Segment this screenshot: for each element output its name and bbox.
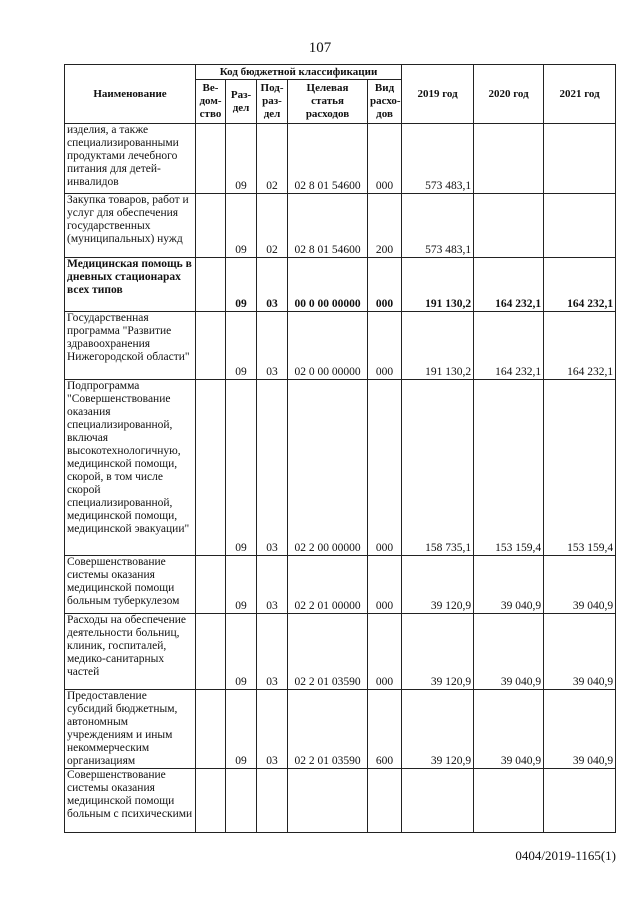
cell-vid: 200 <box>368 194 402 258</box>
cell-ved <box>196 556 226 614</box>
cell-celevaya: 02 8 01 54600 <box>288 194 368 258</box>
header-celevaya: Целевая статья расходов <box>288 80 368 124</box>
table-body <box>65 124 616 833</box>
cell-podrazdel: 02 <box>257 194 288 258</box>
cell-name: Совершенствование системы оказания медицинской помощи больным туберкулезом <box>65 556 196 614</box>
cell-name: Закупка товаров, работ и услуг для обеспечения государственных (муниципальных) нужд <box>65 194 196 258</box>
cell-y2019: 39 120,9 <box>402 614 474 690</box>
cell-y2019: 573 483,1 <box>402 124 474 194</box>
cell-razdel: 09 <box>226 380 257 556</box>
cell-celevaya: 02 8 01 54600 <box>288 124 368 194</box>
table-row <box>65 690 616 769</box>
table-row <box>65 124 616 194</box>
header-kbk-group: Код бюджетной классификации <box>196 65 402 80</box>
cell-y2020: 153 159,4 <box>474 380 544 556</box>
table-row <box>65 194 616 258</box>
cell-y2021 <box>544 194 616 258</box>
cell-y2020: 39 040,9 <box>474 614 544 690</box>
table-row <box>65 556 616 614</box>
table-row <box>65 312 616 380</box>
table-row <box>65 380 616 556</box>
cell-name: Подпрограмма "Совершенствование оказания специализированной, включая высокотехнологичную, медицинской помощи, скорой, в том числе скорой специализированной, медицинской помощи, медицинской эвакуации" <box>65 380 196 556</box>
cell-podrazdel <box>257 769 288 833</box>
cell-vid: 000 <box>368 556 402 614</box>
table-row <box>65 614 616 690</box>
cell-y2020: 39 040,9 <box>474 556 544 614</box>
table-row <box>65 258 616 312</box>
cell-ved <box>196 380 226 556</box>
cell-name: Расходы на обеспечение деятельности больниц, клиник, госпиталей, медико-санитарных частей <box>65 614 196 690</box>
header-2019: 2019 год <box>402 65 474 124</box>
cell-y2020: 39 040,9 <box>474 690 544 769</box>
cell-vid: 600 <box>368 690 402 769</box>
header-vedomstvo: Ве- дом- ство <box>196 80 226 124</box>
cell-ved <box>196 312 226 380</box>
cell-vid: 000 <box>368 380 402 556</box>
page-number: 107 <box>308 40 332 56</box>
cell-ved <box>196 124 226 194</box>
cell-vid: 000 <box>368 124 402 194</box>
cell-y2021: 39 040,9 <box>544 556 616 614</box>
header-2021: 2021 год <box>544 65 616 124</box>
cell-celevaya: 02 2 01 03590 <box>288 690 368 769</box>
cell-podrazdel: 03 <box>257 556 288 614</box>
cell-y2020 <box>474 769 544 833</box>
cell-y2019: 39 120,9 <box>402 556 474 614</box>
cell-razdel: 09 <box>226 614 257 690</box>
cell-name: Государственная программа "Развитие здравоохранения Нижегородской области" <box>65 312 196 380</box>
cell-name: Медицинская помощь в дневных стационарах всех типов <box>65 258 196 312</box>
budget-table <box>64 64 616 833</box>
cell-y2021 <box>544 769 616 833</box>
cell-ved <box>196 769 226 833</box>
cell-podrazdel: 02 <box>257 124 288 194</box>
cell-razdel: 09 <box>226 258 257 312</box>
cell-vid <box>368 769 402 833</box>
cell-y2021 <box>544 124 616 194</box>
document-code: 0404/2019-1165(1) <box>515 848 616 863</box>
cell-name: Совершенствование системы оказания медицинской помощи больным с психическими <box>65 769 196 833</box>
cell-razdel: 09 <box>226 690 257 769</box>
cell-y2021: 39 040,9 <box>544 690 616 769</box>
cell-razdel: 09 <box>226 194 257 258</box>
cell-y2019: 191 130,2 <box>402 258 474 312</box>
cell-y2021: 164 232,1 <box>544 312 616 380</box>
cell-vid: 000 <box>368 614 402 690</box>
cell-celevaya: 02 2 01 00000 <box>288 556 368 614</box>
header-2020: 2020 год <box>474 65 544 124</box>
cell-podrazdel: 03 <box>257 312 288 380</box>
cell-vid: 000 <box>368 312 402 380</box>
header-razdel: Раз- дел <box>226 80 257 124</box>
cell-y2020 <box>474 194 544 258</box>
cell-celevaya: 02 2 01 03590 <box>288 614 368 690</box>
cell-vid: 000 <box>368 258 402 312</box>
cell-name: изделия, а также специализированными продуктами лечебного питания для детей-инвалидов <box>65 124 196 194</box>
header-podrazdel: Под- раз- дел <box>257 80 288 124</box>
cell-y2020: 164 232,1 <box>474 312 544 380</box>
table-row <box>65 769 616 833</box>
cell-celevaya <box>288 769 368 833</box>
cell-razdel: 09 <box>226 556 257 614</box>
cell-y2019: 573 483,1 <box>402 194 474 258</box>
cell-y2020: 164 232,1 <box>474 258 544 312</box>
cell-y2020 <box>474 124 544 194</box>
cell-y2019: 191 130,2 <box>402 312 474 380</box>
cell-y2021: 164 232,1 <box>544 258 616 312</box>
header-vid: Вид расхо- дов <box>368 80 402 124</box>
header-name: Наименование <box>65 65 196 124</box>
cell-celevaya: 02 0 00 00000 <box>288 312 368 380</box>
cell-y2019 <box>402 769 474 833</box>
cell-ved <box>196 194 226 258</box>
cell-y2021: 39 040,9 <box>544 614 616 690</box>
cell-celevaya: 00 0 00 00000 <box>288 258 368 312</box>
cell-y2021: 153 159,4 <box>544 380 616 556</box>
cell-y2019: 39 120,9 <box>402 690 474 769</box>
cell-podrazdel: 03 <box>257 690 288 769</box>
cell-name: Предоставление субсидий бюджетным, автономным учреждениям и иным некоммерческим организациям <box>65 690 196 769</box>
cell-ved <box>196 614 226 690</box>
cell-podrazdel: 03 <box>257 614 288 690</box>
cell-podrazdel: 03 <box>257 380 288 556</box>
cell-podrazdel: 03 <box>257 258 288 312</box>
cell-razdel: 09 <box>226 312 257 380</box>
cell-ved <box>196 690 226 769</box>
cell-razdel <box>226 769 257 833</box>
cell-razdel: 09 <box>226 124 257 194</box>
cell-celevaya: 02 2 00 00000 <box>288 380 368 556</box>
cell-y2019: 158 735,1 <box>402 380 474 556</box>
cell-ved <box>196 258 226 312</box>
